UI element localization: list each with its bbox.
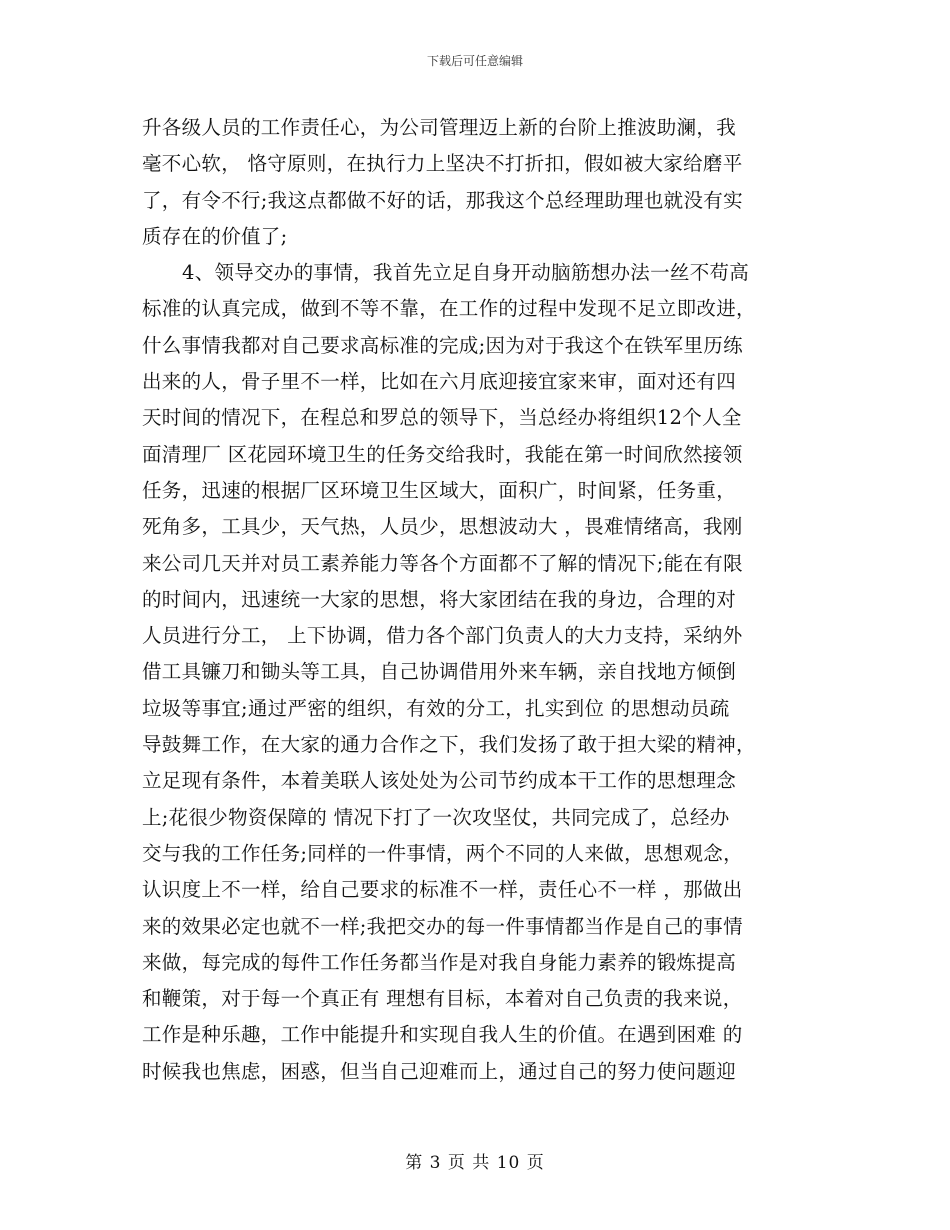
- text-line: 出来的人，骨子里不一样，比如在六月底迎接宜家来审，面对还有四: [142, 370, 737, 394]
- body-text: [142, 110, 822, 1090]
- text-line: 垃圾等事宜;通过严密的组织，有效的分工，扎实到位 的思想动员疏: [142, 696, 730, 720]
- text-line: 标准的认真完成，做到不等不靠，在工作的过程中发现不足立即改进，: [142, 297, 756, 321]
- text-line: 死角多，工具少，天气热，人员少，思想波动大 ，畏难情绪高，我刚: [142, 515, 743, 539]
- text-line: 和鞭策，对于每一个真正有 理想有目标，本着对自己负责的我来说，: [142, 987, 743, 1011]
- text-line: 上;花很少物资保障的 情况下打了一次攻坚仗，共同完成了，总经办: [142, 805, 730, 829]
- text-line: 来做，每完成的每件工作任务都当作是对我自身能力素养的锻炼提高: [142, 950, 737, 974]
- text-line: 工作是种乐趣，工作中能提升和实现自我人生的价值。在遇到困难 的: [142, 1023, 743, 1047]
- paragraph-start-line: 4、领导交办的事情，我首先立足自身开动脑筋想办法一丝不苟高: [182, 261, 750, 285]
- text-line: 导鼓舞工作，在大家的通力合作之下，我们发扬了敢于担大梁的精神，: [142, 733, 756, 757]
- text-line: 借工具镰刀和锄头等工具，自己协调借用外来车辆，亲自找地方倾倒: [142, 660, 737, 684]
- text-line: 来的效果必定也就不一样;我把交办的每一件事情都当作是自己的事情: [142, 914, 743, 938]
- text-line: 立足现有条件，本着美联人该处处为公司节约成本干工作的思想理念: [142, 769, 737, 793]
- text-line: 升各级人员的工作责任心，为公司管理迈上新的台阶上推波助澜，我: [142, 116, 737, 139]
- text-line: 了，有令不行;我这点都做不好的话，那我这个总经理助理也就没有实: [142, 188, 743, 212]
- text-line: 交与我的工作任务;同样的一件事情，两个不同的人来做，思想观念，: [142, 841, 743, 865]
- text-line: 时候我也焦虑，困惑，但当自己迎难而上，通过自己的努力使问题迎: [142, 1059, 737, 1083]
- text-line: 质存在的价值了;: [142, 224, 288, 248]
- text-line: 来公司几天并对员工素养能力等各个方面都不了解的情况下;能在有限: [142, 551, 743, 575]
- text-line: 天时间的情况下，在程总和罗总的领导下，当总经办将组织12个人全: [142, 406, 742, 430]
- text-line: 人员进行分工， 上下协调，借力各个部门负责人的大力支持，采纳外: [142, 624, 743, 648]
- page-footer: 第 3 页 共 10 页: [405, 1153, 545, 1173]
- page-header: 下载后可任意编辑: [426, 54, 523, 68]
- text-line: 认识度上不一样，给自己要求的标准不一样，责任心不一样 ，那做出: [142, 878, 743, 902]
- text-line: 的时间内，迅速统一大家的思想，将大家团结在我的身边，合理的对: [142, 587, 737, 611]
- text-line: 任务，迅速的根据厂区环境卫生区域大，面积广，时间紧，任务重，: [142, 478, 737, 502]
- text-line: 面清理厂 区花园环境卫生的任务交给我时，我能在第一时间欣然接领: [142, 442, 743, 466]
- text-line: 什么事情我都对自己要求高标准的完成;因为对于我这个在铁军里历练: [142, 333, 743, 357]
- text-line: 毫不心软， 恪守原则，在执行力上坚决不打折扣，假如被大家给磨平: [142, 152, 743, 176]
